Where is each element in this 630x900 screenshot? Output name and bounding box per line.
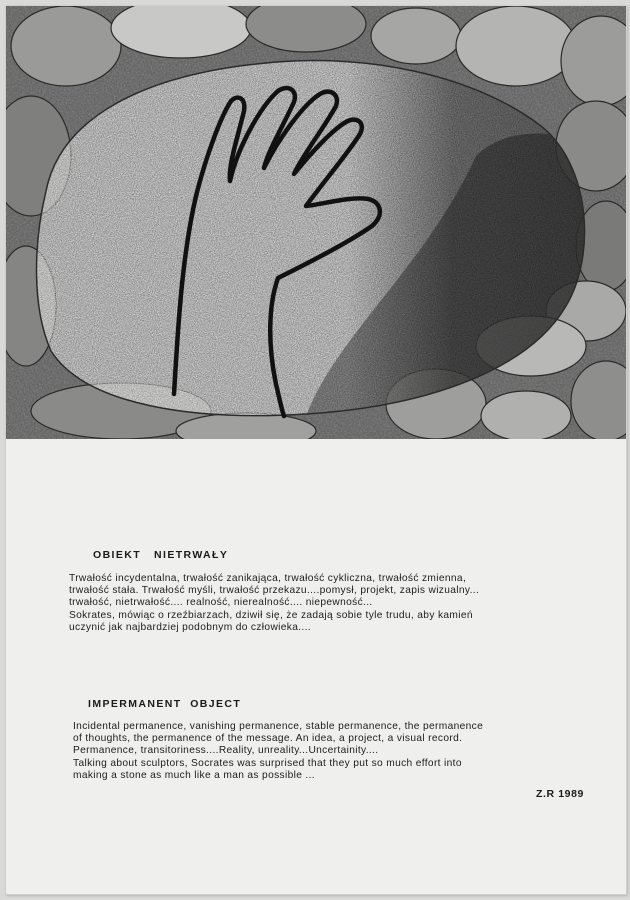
signature-date: Z.R 1989 <box>536 788 584 800</box>
english-heading: IMPERMANENT OBJECT <box>88 698 242 710</box>
polish-line: trwałość stała. Trwałość myśli, trwałość przekazu....pomysł, projekt, zapis wizualny... <box>69 585 480 597</box>
polish-heading: OBIEKT NIETRWAŁY <box>93 549 229 561</box>
polish-line: trwałość, nietrwałość.... realność, nierealność.... niepewność... <box>69 597 373 609</box>
polish-line: Sokrates, mówiąc o rzeźbiarzach, dziwił się, że zadają sobie tyle trudu, aby kamień <box>69 609 473 621</box>
english-line: Incidental permanence, vanishing permanence, stable permanence, the permanence <box>73 721 484 732</box>
polish-line: Trwałość incydentalna, trwałość zanikająca, trwałość cykliczna, trwałość zmienna, <box>69 573 467 584</box>
english-line: of thoughts, the permanence of the message. An idea, a project, a visual record. <box>73 733 463 745</box>
stone-photograph <box>6 6 626 439</box>
polish-line: uczynić jak najbardziej podobnym do człowieka.... <box>69 621 311 633</box>
english-line: making a stone as much like a man as possible ... <box>73 769 315 781</box>
text-panel <box>6 439 626 894</box>
english-line: Talking about sculptors, Socrates was surprised that they put so much effort into <box>73 757 462 769</box>
polish-paragraph <box>69 573 479 634</box>
english-paragraph <box>73 721 483 782</box>
english-line: Permanence, transitoriness....Reality, unreality...Uncertainity.... <box>73 745 379 757</box>
poster-sheet <box>5 5 627 895</box>
